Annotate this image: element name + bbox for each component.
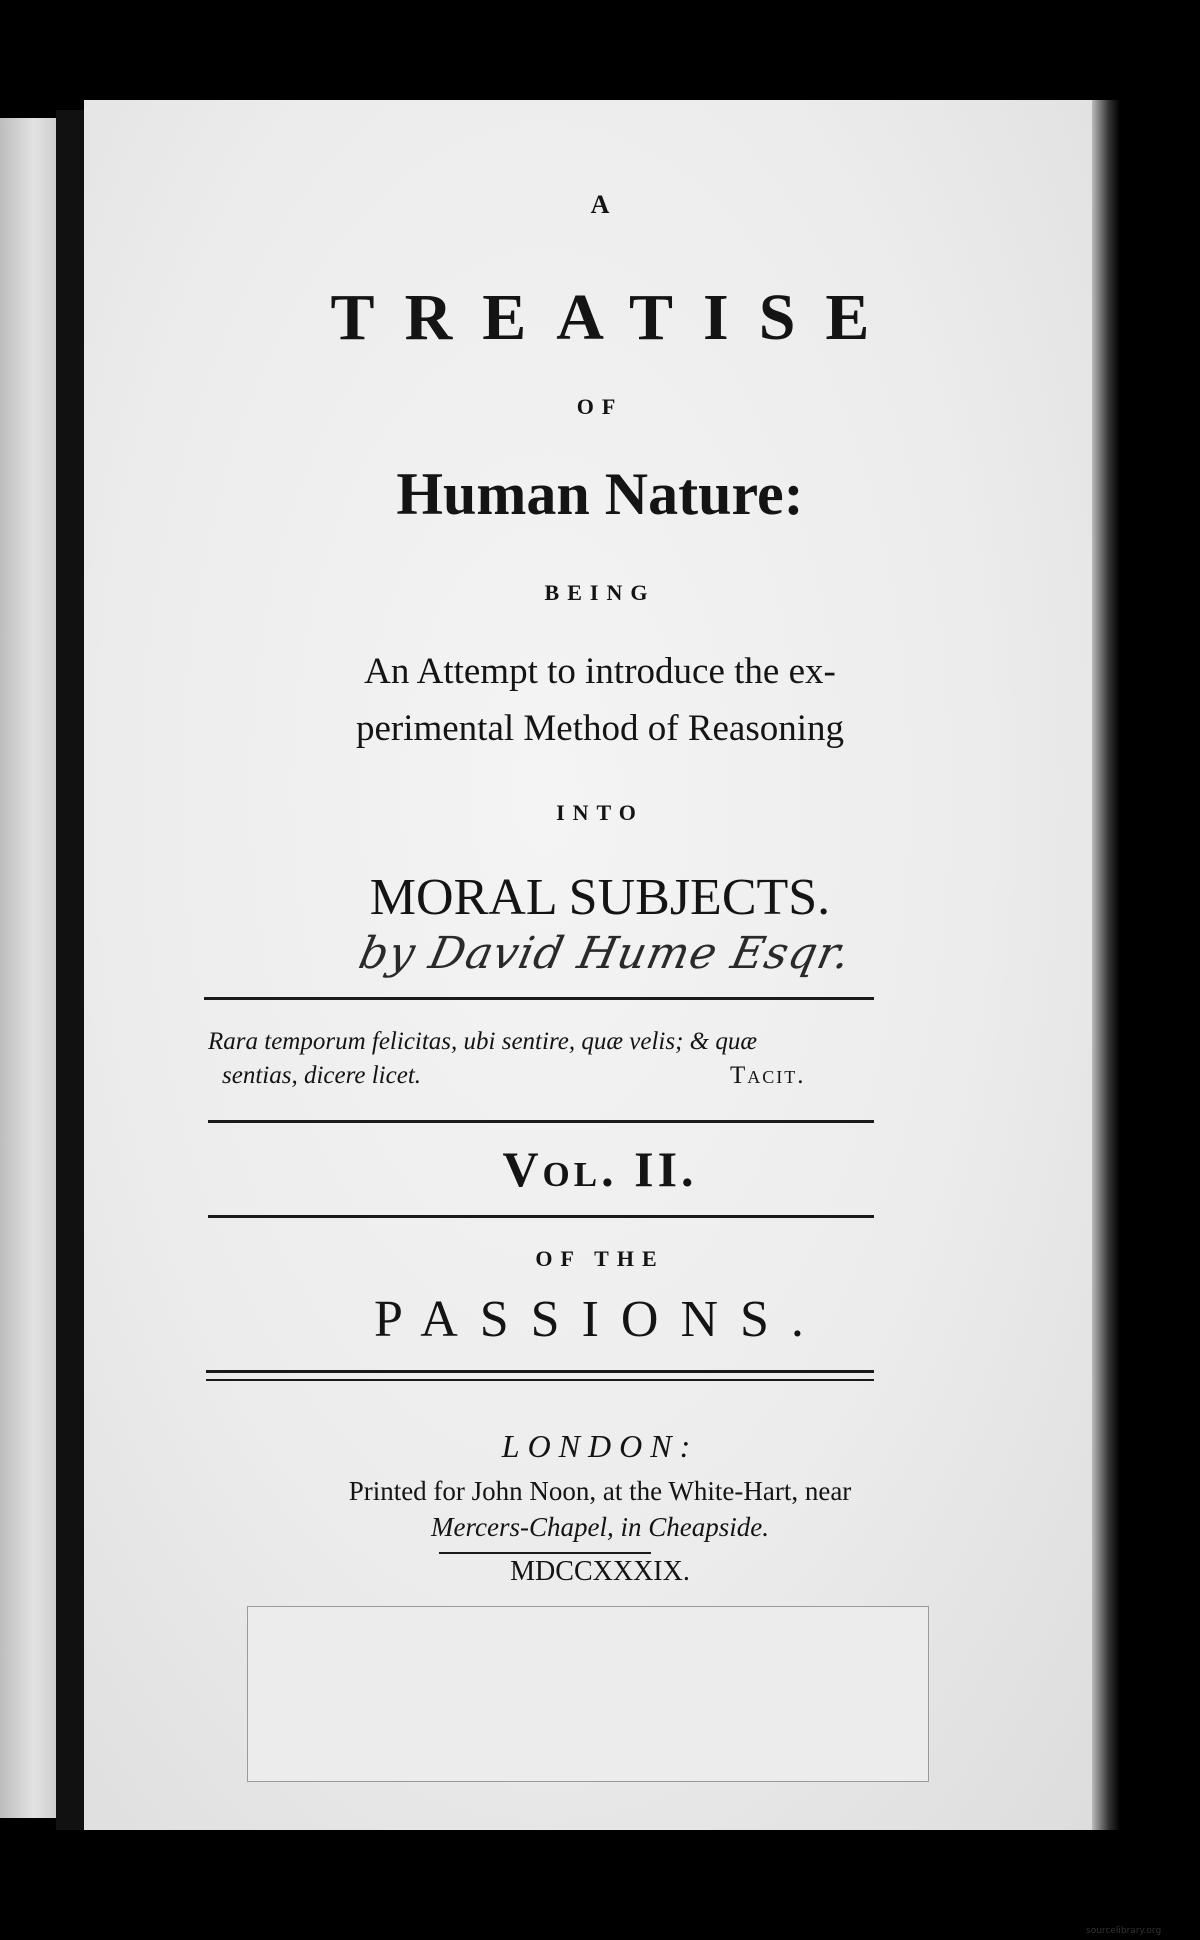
volume-number: Vol. II. [502, 1141, 698, 1197]
moral-subjects: MORAL SUBJECTS. [369, 869, 831, 926]
imprint-city: LONDON: [501, 1428, 699, 1464]
imprint-line-2: Mercers-Chapel, in Cheapside. [431, 1512, 769, 1542]
of-the-label: OF THE [535, 1246, 665, 1271]
handwritten-signature: by David Hume Esqr. [354, 928, 856, 979]
rule [208, 1215, 874, 1218]
epigraph-line-2: sentias, dicere licet. [222, 1062, 422, 1089]
rule [439, 1552, 651, 1554]
double-rule-top [206, 1370, 874, 1373]
watermark: sourcelibrary.org [1086, 1926, 1162, 1936]
double-rule-bottom [206, 1379, 874, 1381]
imprint-year: MDCCXXXIX. [510, 1556, 690, 1587]
title-of: OF [576, 394, 624, 419]
title-main: TREATISE [330, 281, 900, 354]
title-subject: Human Nature: [396, 461, 804, 527]
epigraph-source: Tacit. [730, 1062, 806, 1089]
pasted-label-area [247, 1606, 929, 1782]
rule [204, 997, 874, 1000]
title-article: A [590, 190, 610, 219]
imprint-line-1: Printed for John Noon, at the White-Hart, near [348, 1476, 852, 1506]
passions-title: PASSIONS. [374, 1291, 826, 1348]
into-label: INTO [556, 800, 644, 825]
rule [208, 1120, 874, 1123]
subtitle-line-1: An Attempt to introduce the ex- [364, 651, 836, 692]
being-label: BEING [544, 580, 656, 605]
epigraph-line-1: Rara temporum felicitas, ubi sentire, quæ velis; & quæ [208, 1028, 758, 1055]
subtitle-line-2: perimental Method of Reasoning [355, 708, 845, 749]
